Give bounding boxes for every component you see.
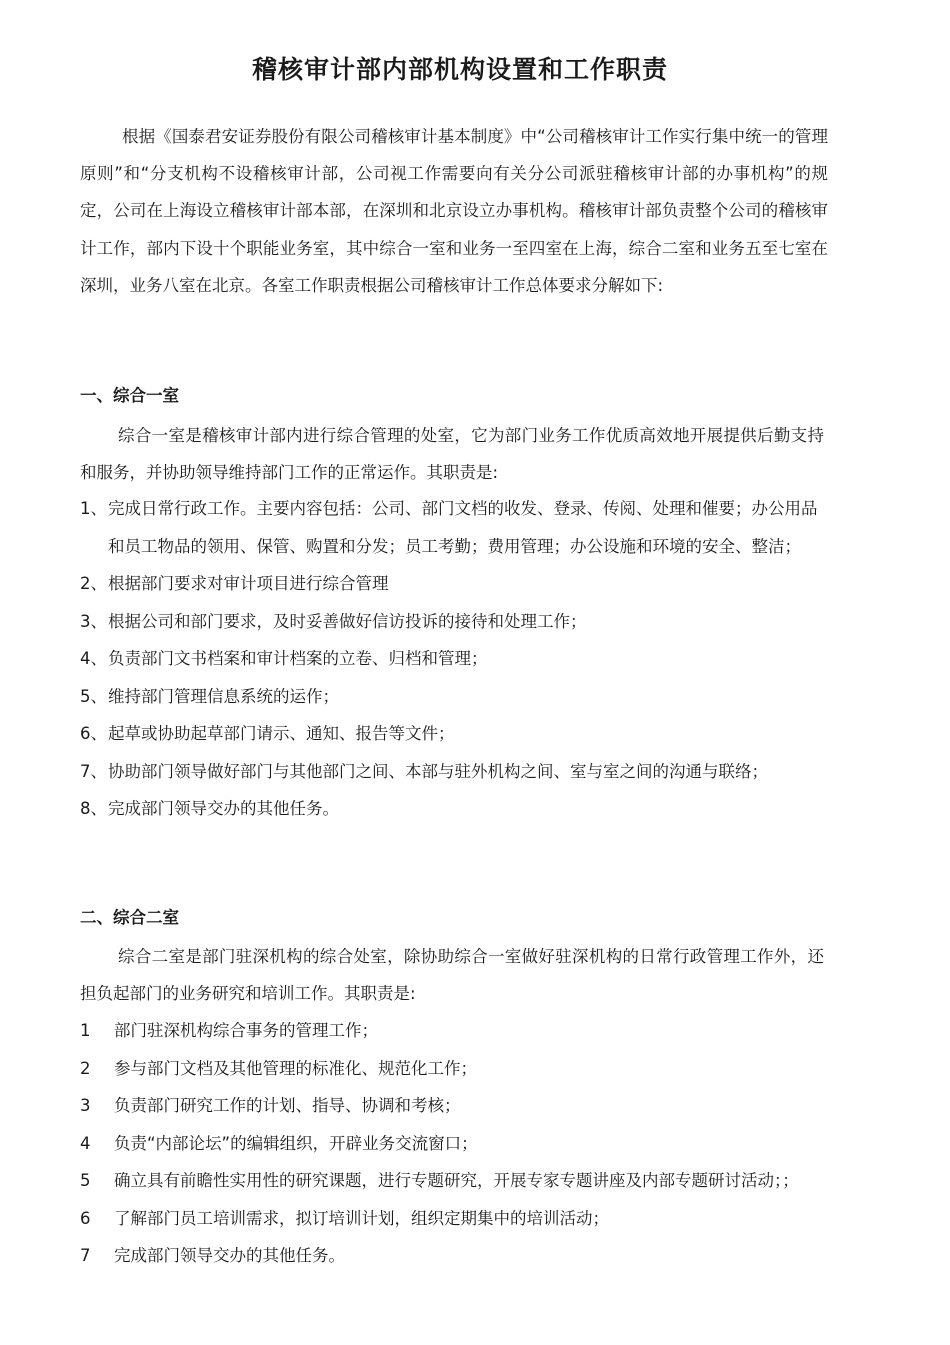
item-text: 参与部门文档及其他管理的标准化、规范化工作； bbox=[114, 1058, 477, 1078]
item-number: 4 bbox=[80, 1133, 91, 1153]
item-text: 完成日常行政工作。主要内容包括：公司、部门文档的收发、登录、传阅、处理和催要；办公用品和员工物品的领用、保管、购置和分发；员工考勤；费用管理；办公设施和环境的安全、整洁； bbox=[108, 499, 818, 556]
item-number: 1 bbox=[80, 1021, 91, 1040]
item-number: 5 bbox=[80, 1171, 91, 1190]
list-item bbox=[80, 715, 830, 753]
list-item bbox=[80, 603, 830, 641]
item-text: 确立具有前瞻性实用性的研究课题，进行专题研究，开展专家专题讲座及内部专题研讨活动；； bbox=[114, 1171, 799, 1190]
item-number: 6 bbox=[80, 1208, 91, 1228]
list-item bbox=[80, 1125, 830, 1163]
item-text: 完成部门领导交办的其他任务。 bbox=[114, 1246, 345, 1265]
item-number: 8、 bbox=[80, 799, 107, 818]
item-number: 4、 bbox=[80, 649, 107, 668]
item-text: 负责部门研究工作的计划、指导、协调和考核； bbox=[114, 1096, 461, 1115]
list-item bbox=[80, 753, 830, 791]
list-item bbox=[80, 1200, 830, 1238]
section-paragraph: 综合一室是稽核审计部内进行综合管理的处室，它为部门业务工作优质高效地开展提供后勤支持和服务，并协助领导维持部门工作的正常运作。其职责是: bbox=[80, 426, 824, 483]
item-text: 起草或协助起草部门请示、通知、报告等文件； bbox=[108, 724, 455, 743]
section-heading: 一、综合一室 bbox=[80, 386, 179, 405]
item-number: 2 bbox=[80, 1058, 91, 1078]
item-text: 负责“内部论坛”的编辑组织，开辟业务交流窗口； bbox=[114, 1133, 478, 1153]
item-text: 负责部门文书档案和审计档案的立卷、归档和管理； bbox=[108, 649, 488, 668]
item-number: 5、 bbox=[80, 686, 107, 706]
item-text: 维持部门管理信息系统的运作； bbox=[108, 686, 339, 706]
list-item bbox=[80, 790, 830, 828]
item-number: 1、 bbox=[80, 499, 107, 518]
list-item bbox=[80, 640, 830, 678]
item-number: 7 bbox=[80, 1246, 91, 1265]
list-item bbox=[80, 490, 830, 565]
item-number: 3 bbox=[80, 1096, 91, 1115]
item-number: 6、 bbox=[80, 724, 107, 743]
duty-list bbox=[80, 1012, 830, 1275]
item-text: 根据部门要求对审计项目进行综合管理 bbox=[108, 574, 389, 593]
item-number: 3、 bbox=[80, 611, 107, 631]
list-item bbox=[80, 678, 830, 716]
list-item bbox=[80, 1050, 830, 1088]
intro-paragraph: 根据《国泰君安证券股份有限公司稽核审计基本制度》中“公司稽核审计工作实行集中统一的管理原则”和“分支机构不设稽核审计部，公司视工作需要向有关分公司派驻稽核审计部的办事机构”的规定，公司在上海设立稽核审计部本部，在深圳和北京设立办事机构。稽核审计部负责整个公司的稽核审计工作，部内下设十个职能业务室，其中综合一室和业务一至四室在上海，综合二室和业务五至七室在深圳，业务八室在北京。各室工作职责根据公司稽核审计工作总体要求分解如下: bbox=[80, 127, 828, 295]
section-paragraph: 综合二室是部门驻深机构的综合处室，除协助综合一室做好驻深机构的日常行政管理工作外，还担负起部门的业务研究和培训工作。其职责是: bbox=[80, 947, 824, 1004]
list-item bbox=[80, 1087, 830, 1125]
item-text: 部门驻深机构综合事务的管理工作； bbox=[114, 1021, 378, 1040]
page-title: 稽核审计部内部机构设置和工作职责 bbox=[251, 54, 668, 84]
item-text: 协助部门领导做好部门与其他部门之间、本部与驻外机构之间、室与室之间的沟通与联络； bbox=[108, 761, 768, 781]
list-item bbox=[80, 1162, 830, 1200]
item-text: 完成部门领导交办的其他任务。 bbox=[108, 799, 339, 818]
list-item bbox=[80, 565, 830, 603]
list-item bbox=[80, 1012, 830, 1050]
item-text: 了解部门员工培训需求，拟订培训计划，组织定期集中的培训活动； bbox=[114, 1208, 609, 1228]
list-item bbox=[80, 1237, 830, 1275]
item-number: 7、 bbox=[80, 761, 107, 781]
item-number: 2、 bbox=[80, 574, 107, 593]
section-heading: 二、综合二室 bbox=[80, 908, 179, 927]
duty-list bbox=[80, 490, 830, 828]
item-text: 根据公司和部门要求，及时妥善做好信访投诉的接待和处理工作； bbox=[108, 611, 587, 631]
